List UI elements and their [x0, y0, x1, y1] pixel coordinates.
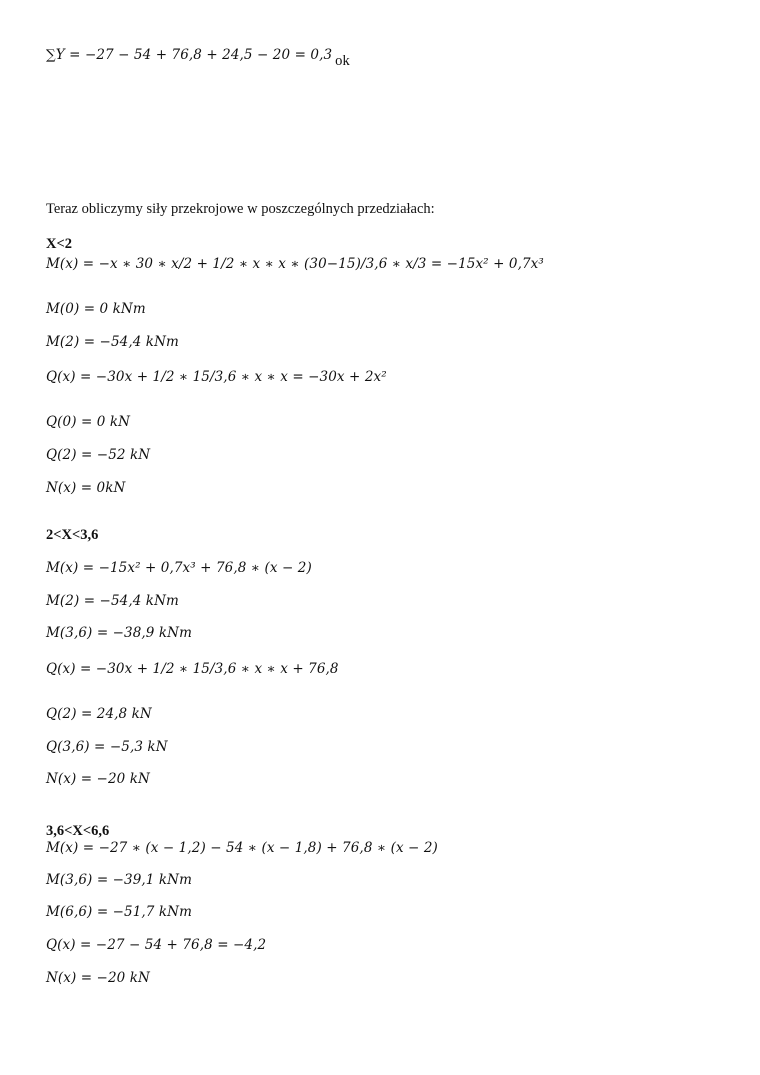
equation-line: Q(2) = −52 kN [46, 447, 151, 463]
equation-line: Q(x) = −30x + 1/2 ∗ 15/3,6 ∗ x ∗ x = −30x + 2x² [46, 369, 387, 385]
equation-line: Q(x) = −30x + 1/2 ∗ 15/3,6 ∗ x ∗ x + 76,8 [46, 661, 339, 677]
sum-check-line [46, 47, 350, 69]
section-heading: 2<X<3,6 [46, 527, 99, 543]
equation-line: M(3,6) = −38,9 kNm [46, 625, 192, 641]
equation-line: M(2) = −54,4 kNm [46, 593, 179, 609]
sum-check-equation: ∑Y = −27 − 54 + 76,8 + 24,5 − 20 = 0,3 [46, 47, 333, 63]
equation-line: Q(x) = −27 − 54 + 76,8 = −4,2 [46, 937, 267, 953]
equation-line: Q(3,6) = −5,3 kN [46, 739, 168, 755]
section-heading: X<2 [46, 236, 72, 252]
equation-line: M(2) = −54,4 kNm [46, 334, 179, 350]
equation-line: M(x) = −x ∗ 30 ∗ x/2 + 1/2 ∗ x ∗ x ∗ (30−15)/3,6 ∗ x/3 = −15x² + 0,7x³ [46, 256, 544, 272]
equation-line: N(x) = −20 kN [46, 771, 150, 787]
equation-line: M(x) = −27 ∗ (x − 1,2) − 54 ∗ (x − 1,8) + 76,8 ∗ (x − 2) [46, 840, 438, 856]
equation-line: M(6,6) = −51,7 kNm [46, 904, 192, 920]
equation-line: Q(2) = 24,8 kN [46, 706, 152, 722]
equation-line: M(0) = 0 kNm [46, 301, 146, 317]
section-heading: 3,6<X<6,6 [46, 823, 110, 839]
equation-line: M(x) = −15x² + 0,7x³ + 76,8 ∗ (x − 2) [46, 560, 312, 576]
equation-line: M(3,6) = −39,1 kNm [46, 872, 192, 888]
intro-paragraph: Teraz obliczymy siły przekrojowe w poszczególnych przedziałach: [46, 201, 435, 217]
equation-line: N(x) = 0kN [46, 480, 126, 496]
sum-check-verdict: ok [335, 53, 350, 69]
equation-line: Q(0) = 0 kN [46, 414, 131, 430]
equation-line: N(x) = −20 kN [46, 970, 150, 986]
